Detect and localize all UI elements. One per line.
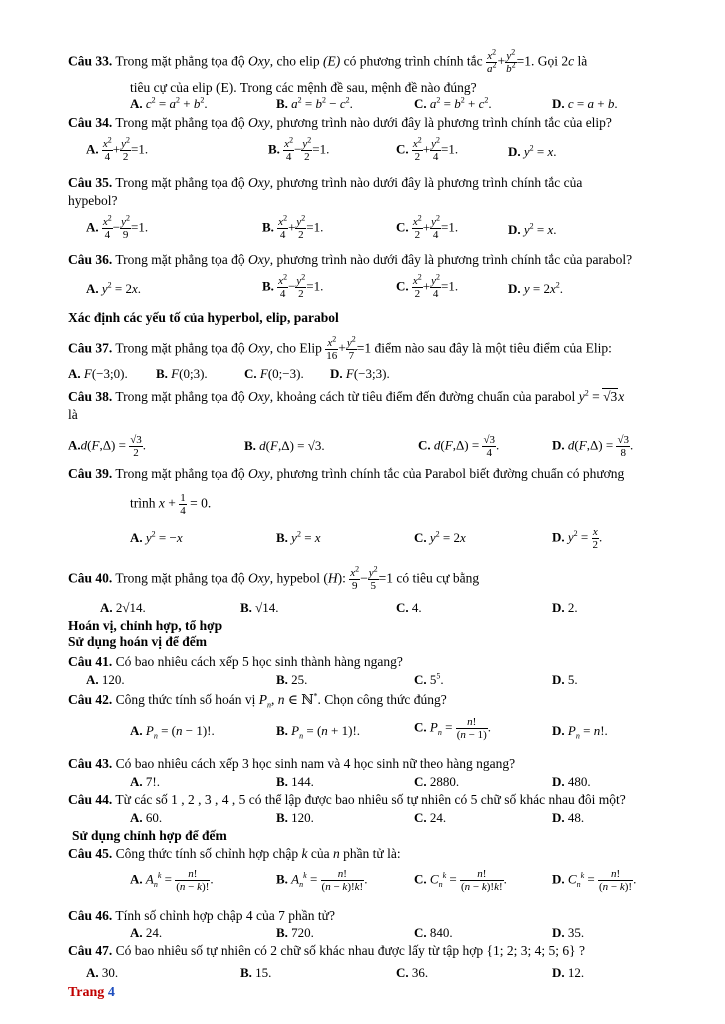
q39-option-c[interactable]: C. $y^2 = 2x$ (414, 529, 466, 545)
q43-stem: Câu 43. Có bao nhiêu cách xếp 3 học sinh nam và 4 học sinh nữ theo hàng ngang? (68, 756, 516, 771)
q45-option-a[interactable]: A. $A_n^k$ = $\frac{n!}{(n - k)!}$ . (130, 868, 214, 893)
q35-option-b[interactable]: B. $\frac{x^2}{4}$ + $\frac{y^2}{2}$ =1. (262, 213, 324, 241)
q47-option-b[interactable]: B. 15. (240, 965, 272, 980)
q37-option-a[interactable]: A. F(−3;0). (68, 366, 128, 381)
q42-option-a[interactable]: A. $P_n = (n - 1)$!. (130, 723, 215, 741)
q36-option-b[interactable]: B. $\frac{x^2}{4}$ − $\frac{y^2}{2}$ =1. (262, 272, 324, 300)
q36-option-c[interactable]: C. $\frac{x^2}{2}$ + $\frac{y^2}{4}$ =1. (396, 272, 459, 300)
q36-stem: Câu 36. Trong mặt phẳng tọa độ Oxy, phương trình nào dưới đây là phương trình chính tắc của parabol? (68, 252, 633, 267)
q38-option-b[interactable]: B. d(F,Δ) = √3. (244, 438, 325, 453)
q47-option-a[interactable]: A. 30. (86, 965, 119, 980)
q44-option-d[interactable]: D. 48. (552, 810, 585, 825)
q46-option-d[interactable]: D. 35. (552, 925, 585, 940)
q42-option-d[interactable]: D. $P_n = n$!. (552, 723, 608, 741)
section-heading-combinatorics: Hoán vị, chỉnh hợp, tổ hợp (68, 618, 223, 633)
q34-option-c[interactable]: C. $\frac{x^2}{2}$ + $\frac{y^2}{4}$ =1. (396, 135, 459, 163)
q34-option-a[interactable]: A. $\frac{x^2}{4}$ + $\frac{y^2}{2}$ =1. (86, 135, 149, 163)
q33-option-c[interactable]: C. $a^2 = b^2 + c^2$. (414, 95, 492, 111)
q40-option-c[interactable]: C. 4. (396, 600, 422, 615)
q38-option-d[interactable]: D. d(F,Δ) = $\frac{√3}{8}$ . (552, 434, 634, 459)
q42-stem: Câu 42. Công thức tính số hoán vị $P_n$, n ∈ ℕ*. Chọn công thức đúng? (68, 691, 447, 710)
q43-option-c[interactable]: C. 2880. (414, 774, 460, 789)
q39-option-b[interactable]: B. $y^2 = x$ (276, 529, 321, 545)
q33-option-b[interactable]: B. $a^2 = b^2 - c^2$. (276, 95, 353, 111)
section-heading-elements: Xác định các yếu tố của hyperbol, elip, parabol (68, 310, 339, 325)
section-heading-arrangements: Sử dụng chỉnh hợp để đếm (72, 828, 227, 843)
q39-option-d[interactable]: D. $y^2$ = $\frac{x}{2}$ . (552, 526, 603, 551)
section-heading-permutations: Sử dụng hoán vị để đếm (68, 634, 208, 649)
q41-option-b[interactable]: B. 25. (276, 672, 308, 687)
q47-option-d[interactable]: D. 12. (552, 965, 585, 980)
q47-option-c[interactable]: C. 36. (396, 965, 429, 980)
q45-option-c[interactable]: C. $C_n^k$ = $\frac{n!}{(n - k)!k!}$ . (414, 868, 507, 893)
q42-option-c[interactable]: C. $P_n$ = $\frac{n!}{(n - 1)}$ . (414, 716, 491, 741)
q35-option-a[interactable]: A. $\frac{x^2}{4}$ − $\frac{y^2}{9}$ =1. (86, 213, 149, 241)
q34-stem: Câu 34. Trong mặt phẳng tọa độ Oxy, phương trình nào dưới đây là phương trình chính tắc của elip? (68, 115, 612, 130)
q37-option-b[interactable]: B. F(0;3). (156, 366, 208, 381)
q44-stem: Câu 44. Từ các số 1 , 2 , 3 , 4 , 5 có thể lập được bao nhiêu số tự nhiên có 5 chữ số khác nhau đôi một? (68, 792, 626, 807)
q37-option-d[interactable]: D. F(−3;3). (330, 366, 390, 381)
q45-stem: Câu 45. Công thức tính số chỉnh hợp chập k của n phần tử là: (68, 846, 401, 861)
q43-option-a[interactable]: A. 7!. (130, 774, 160, 789)
q46-option-b[interactable]: B. 720. (276, 925, 314, 940)
q41-stem: Câu 41. Có bao nhiêu cách xếp 5 học sinh thành hàng ngang? (68, 654, 403, 669)
q35-option-c[interactable]: C. $\frac{x^2}{2}$ + $\frac{y^2}{4}$ =1. (396, 213, 459, 241)
q46-stem: Câu 46. Tính số chỉnh hợp chập 4 của 7 phần tử? (68, 908, 335, 923)
q33-option-d[interactable]: D. c = a + b. (552, 96, 618, 111)
q40-stem: Câu 40. Trong mặt phẳng tọa độ Oxy, hypebol (H): $\frac{x^2}{9}$ − $\frac{y^2}{5}$ =1 có tiêu cự bằng (68, 564, 480, 592)
q46-option-c[interactable]: C. 840. (414, 925, 453, 940)
q39-stem: Câu 39. Trong mặt phẳng tọa độ Oxy, phương trình chính tắc của Parabol biết đường chuẩn có phương (68, 466, 625, 481)
q33-stem-2: tiêu cự của elip (E). Trong các mệnh đề sau, mệnh đề nào đúng? (130, 80, 477, 95)
q47-stem: Câu 47. Có bao nhiêu số tự nhiên có 2 chữ số khác nhau được lấy từ tập hợp {1; 2; 3; 4; 5; 6} ? (68, 943, 585, 958)
q39-option-a[interactable]: A. $y^2 = -x$ (130, 529, 183, 545)
q45-option-d[interactable]: D. $C_n^k$ = $\frac{n!}{(n - k)!}$ . (552, 868, 637, 893)
q46-option-a[interactable]: A. 24. (130, 925, 163, 940)
q40-option-b[interactable]: B. √14. (240, 600, 279, 615)
q33-stem: Câu 33. Trong mặt phẳng tọa độ Oxy, cho elip (E) có phương trình chính tắc $\frac{x^2}{a^2}$ + $\frac{y^2}{b^2}$ =1. Gọi 2c là (68, 47, 588, 75)
q35-option-d[interactable]: D. $y^2 = x$. (508, 221, 557, 237)
q37-stem: Câu 37. Trong mặt phẳng tọa độ Oxy, cho Elip $\frac{x^2}{16}$ + $\frac{y^2}{7}$ =1 điểm nào sau đây là một tiêu điểm của Elip: (68, 334, 612, 362)
q43-option-d[interactable]: D. 480. (552, 774, 591, 789)
q44-option-c[interactable]: C. 24. (414, 810, 447, 825)
page-number: Trang 4 (68, 985, 115, 1000)
q36-option-d[interactable]: D. $y = 2x^2$. (508, 280, 564, 296)
q44-option-a[interactable]: A. 60. (130, 810, 163, 825)
q38-option-c[interactable]: C. d(F,Δ) = $\frac{√3}{4}$ . (418, 434, 500, 459)
q41-option-a[interactable]: A. 120. (86, 672, 125, 687)
q38-stem-2: là (68, 407, 78, 422)
q40-option-d[interactable]: D. 2. (552, 600, 578, 615)
q42-option-b[interactable]: B. $P_n = (n + 1)$!. (276, 723, 361, 741)
q43-option-b[interactable]: B. 144. (276, 774, 314, 789)
q34-option-d[interactable]: D. $y^2 = x$. (508, 143, 557, 159)
q33-option-a[interactable]: A. $c^2 = a^2 + b^2$. (130, 95, 208, 111)
q39-stem-2: trình x + $\frac{1}{4}$ = 0. (130, 492, 212, 517)
q34-option-b[interactable]: B. $\frac{x^2}{4}$ − $\frac{y^2}{2}$ =1. (268, 135, 330, 163)
q35-stem-2: hypebol? (68, 193, 118, 208)
q44-option-b[interactable]: B. 120. (276, 810, 314, 825)
q45-option-b[interactable]: B. $A_n^k$ = $\frac{n!}{(n - k)!k!}$ . (276, 868, 368, 893)
q36-option-a[interactable]: A. $y^2 = 2x$. (86, 280, 142, 296)
q35-stem: Câu 35. Trong mặt phẳng tọa độ Oxy, phương trình nào dưới đây là phương trình chính tắc của (68, 175, 583, 190)
q37-option-c[interactable]: C. F(0;−3). (244, 366, 304, 381)
q41-option-d[interactable]: D. 5. (552, 672, 578, 687)
q38-stem: Câu 38. Trong mặt phẳng tọa độ Oxy, khoảng cách từ tiêu điểm đến đường chuẩn của parabol $y^2 = √3x$ (68, 388, 625, 404)
q38-option-a[interactable]: A.d(F,Δ) = $\frac{√3}{2}$ . (68, 434, 147, 459)
q41-option-c[interactable]: C. $5^5$. (414, 671, 444, 687)
q40-option-a[interactable]: A. 2√14. (100, 600, 146, 615)
